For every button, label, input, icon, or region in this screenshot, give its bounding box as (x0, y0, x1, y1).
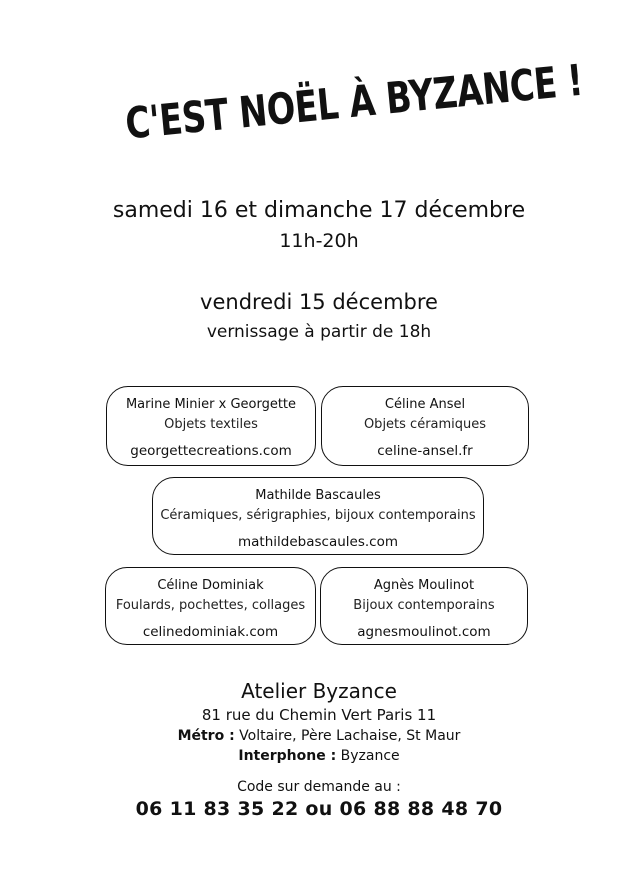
artist-name: Agnès Moulinot (373, 578, 475, 593)
interphone-line (0, 748, 638, 764)
metro-label: Métro : (177, 728, 235, 744)
artist-website: celine-ansel.fr (377, 443, 473, 459)
interphone-value: Byzance (340, 748, 400, 764)
artist-name: Céline Ansel (384, 397, 466, 412)
code-request: Code sur demande au : (237, 779, 401, 795)
metro-stations: Voltaire, Père Lachaise, St Maur (239, 728, 461, 744)
venue-address: 81 rue du Chemin Vert Paris 11 (201, 706, 437, 724)
artist-description: Bijoux contemporains (353, 598, 495, 613)
venue-name: Atelier Byzance (241, 679, 397, 703)
artist-card (320, 567, 528, 645)
artist-website: agnesmoulinot.com (357, 624, 491, 640)
artist-card (321, 386, 529, 466)
artist-name: Marine Minier x Georgette (125, 397, 297, 412)
metro-line (0, 728, 638, 744)
friday-date: vendredi 15 décembre (200, 290, 438, 314)
artist-description: Objets textiles (164, 417, 258, 432)
artist-website: celinedominiak.com (142, 624, 279, 640)
poster-title-text: C'EST NOËL À BYZANCE ! (123, 55, 585, 150)
artist-name: Mathilde Bascaules (255, 488, 381, 503)
phone-numbers: 06 11 83 35 22 ou 06 88 88 48 70 (135, 798, 503, 820)
artist-description: Céramiques, sérigraphies, bijoux contemporains (160, 508, 476, 523)
interphone-label: Interphone : (238, 748, 337, 764)
weekend-dates: samedi 16 et dimanche 17 décembre (112, 198, 526, 223)
artist-description: Objets céramiques (363, 417, 487, 432)
artist-card (105, 567, 316, 645)
poster-title (59, 54, 601, 156)
artist-description: Foulards, pochettes, collages (115, 598, 306, 613)
artist-name: Céline Dominiak (157, 578, 264, 593)
weekend-hours: 11h-20h (279, 230, 359, 252)
artist-card (152, 477, 484, 555)
artist-website: mathildebascaules.com (238, 534, 398, 550)
vernissage-time: vernissage à partir de 18h (206, 322, 432, 342)
artist-card (106, 386, 316, 466)
artist-website: georgettecreations.com (130, 443, 292, 459)
